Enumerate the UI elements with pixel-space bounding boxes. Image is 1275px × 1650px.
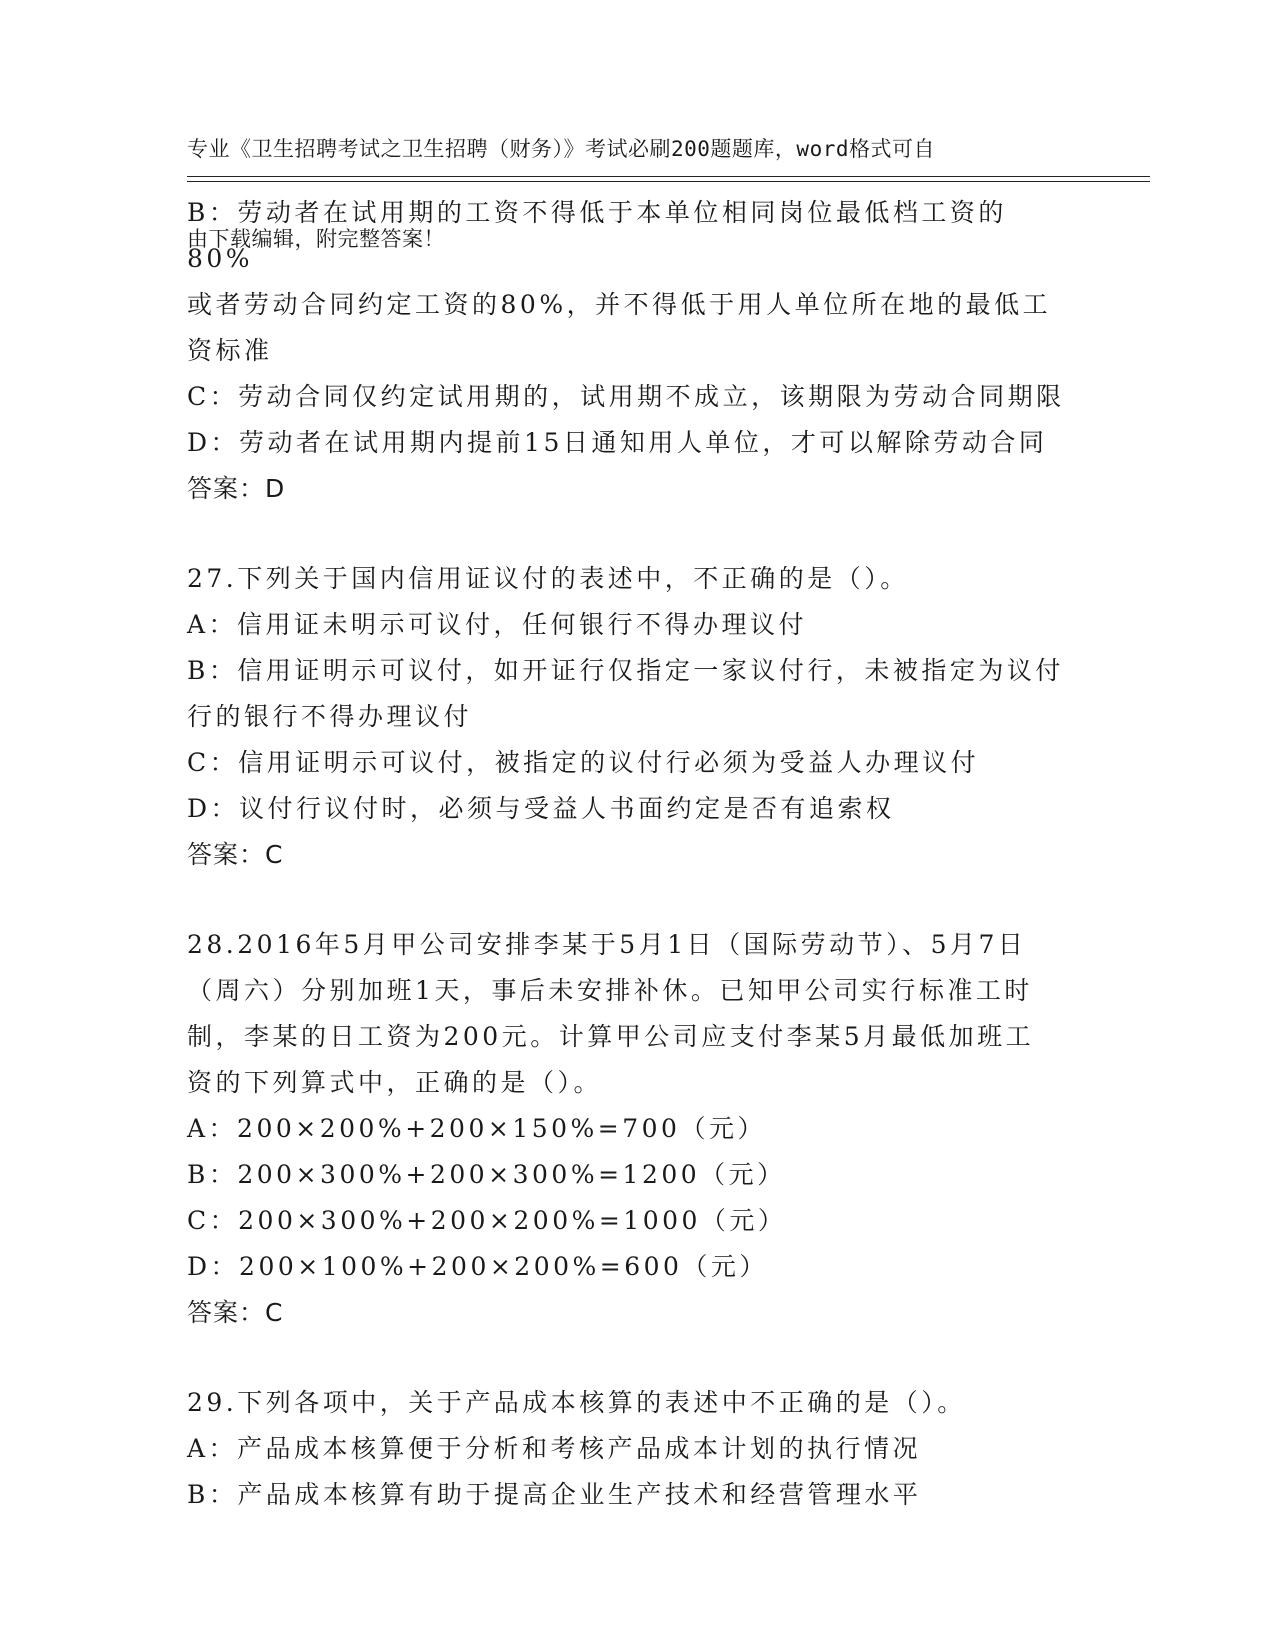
q28-option-d: D：200×100%+200×200%=600（元） bbox=[187, 1252, 768, 1281]
spacer bbox=[187, 1336, 1067, 1380]
q28-option-a: A：200×200%+200×150%=700（元） bbox=[187, 1114, 766, 1143]
spacer bbox=[187, 512, 1067, 556]
q28-option-c: C：200×300%+200×200%=1000（元） bbox=[187, 1206, 787, 1235]
q26-answer: 答案：D bbox=[187, 474, 286, 503]
q27-answer: 答案：C bbox=[187, 840, 284, 869]
q29-option-b: B：产品成本核算有助于提高企业生产技术和经营管理水平 bbox=[187, 1480, 922, 1509]
q28-stem-line-1: 28.2016年5月甲公司安排李某于5月1日（国际劳动节）、5月7日 bbox=[187, 930, 1027, 959]
q27-option-b-line-1: B：信用证明示可议付，如开证行仅指定一家议付行，未被指定为议付 bbox=[187, 656, 1064, 685]
q28-answer: 答案：C bbox=[187, 1298, 284, 1327]
q29-option-a: A：产品成本核算便于分析和考核产品成本计划的执行情况 bbox=[187, 1434, 922, 1463]
q26-option-b-line-3: 资标准 bbox=[187, 336, 273, 365]
question-26-continuation bbox=[187, 190, 1067, 512]
q28-stem-line-2: （周六）分别加班1天，事后未安排补休。已知甲公司实行标准工时 bbox=[187, 976, 1033, 1005]
q29-stem: 29.下列各项中，关于产品成本核算的表述中不正确的是（）。 bbox=[187, 1388, 966, 1417]
q27-option-b-line-2: 行的银行不得办理议付 bbox=[187, 702, 473, 731]
document-body bbox=[187, 190, 1067, 1518]
q27-option-d: D：议付行议付时，必须与受益人书面约定是否有追索权 bbox=[187, 794, 895, 823]
q26-option-d: D：劳动者在试用期内提前15日通知用人单位，才可以解除劳动合同 bbox=[187, 428, 1048, 457]
q27-option-a: A：信用证未明示可议付，任何银行不得办理议付 bbox=[187, 610, 808, 639]
spacer bbox=[187, 878, 1067, 922]
q27-option-c: C：信用证明示可议付，被指定的议付行必须为受益人办理议付 bbox=[187, 748, 980, 777]
header-title-line-2: 由下载编辑，附完整答案！ bbox=[187, 227, 445, 251]
q28-option-b: B：200×300%+200×300%=1200（元） bbox=[187, 1160, 786, 1189]
header-divider-top bbox=[187, 176, 1150, 177]
q28-stem-line-3: 制，李某的日工资为200元。计算甲公司应支付李某5月最低加班工 bbox=[187, 1022, 1035, 1051]
header-divider-bottom bbox=[187, 181, 1150, 182]
header-title-line-1: 专业《卫生招聘考试之卫生招聘（财务）》考试必刷200题题库，word格式可自 bbox=[187, 137, 935, 161]
q28-stem-line-4: 资的下列算式中，正确的是（）。 bbox=[187, 1068, 603, 1097]
question-27 bbox=[187, 556, 1067, 878]
question-28 bbox=[187, 922, 1067, 1336]
q27-stem: 27.下列关于国内信用证议付的表述中，不正确的是（）。 bbox=[187, 564, 909, 593]
q26-option-c: C：劳动合同仅约定试用期的，试用期不成立，该期限为劳动合同期限 bbox=[187, 382, 1065, 411]
q26-option-b-line-1: B：劳动者在试用期的工资不得低于本单位相同岗位最低档工资的80% bbox=[187, 198, 1007, 273]
question-29 bbox=[187, 1380, 1067, 1518]
q26-option-b-line-2: 或者劳动合同约定工资的80%，并不得低于用人单位所在地的最低工 bbox=[187, 290, 1052, 319]
